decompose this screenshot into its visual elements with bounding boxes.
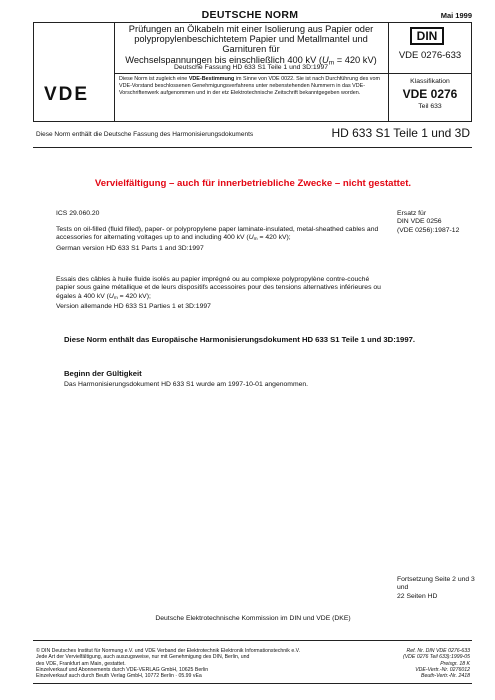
footer-reference bbox=[380, 648, 470, 679]
hd-label: Diese Norm enthält die Deutsche Fassung des Harmonisierungsdokuments bbox=[36, 131, 254, 138]
header-date: Mai 1999 bbox=[440, 11, 472, 20]
frame-right-rule bbox=[471, 22, 472, 121]
footer-right-line: (VDE 0276 Teil 633):1999-05 bbox=[402, 654, 470, 661]
french-title bbox=[56, 276, 386, 312]
header-title: DEUTSCHE NORM bbox=[201, 9, 299, 21]
ersatz-block bbox=[397, 210, 477, 235]
ersatz-line-3: (VDE 0256):1987-12 bbox=[397, 226, 460, 234]
title-line-1: Prüfungen an Ölkabeln mit einer Isolierung aus Papier oder bbox=[128, 24, 374, 34]
footer-right-line: Ref. Nr. DIN VDE 0276-633 bbox=[406, 648, 470, 654]
title-line-2: polypropylenbeschichtetem Papier und Metallmantel und Garnituren für bbox=[134, 34, 368, 55]
um-subscript: m bbox=[328, 59, 335, 67]
footer-right-line: Beuth-Vertr.-Nr. 2418 bbox=[420, 673, 470, 680]
french-title-post: = 420 kV); bbox=[117, 292, 151, 300]
french-version: Version allemande HD 633 S1 Parties 1 et 3D:1997 bbox=[56, 303, 211, 311]
copy-warning: Vervielfältigung – auch für innerbetriebliche Zwecke – nicht gestattet. bbox=[94, 178, 412, 189]
kommission: Deutsche Elektrotechnische Kommission im DIN und VDE (DKE) bbox=[155, 615, 351, 622]
din-logo: DIN bbox=[410, 27, 444, 45]
document-subtitle: Deutsche Fassung HD 633 S1 Teile 1 und 3D:1997 bbox=[173, 64, 329, 71]
klassifikation-number: VDE 0276 bbox=[402, 87, 458, 101]
french-um-symbol: U bbox=[108, 292, 114, 300]
english-version: German version HD 633 S1 Parts 1 and 3D:1997 bbox=[56, 245, 204, 252]
vde-statement-bold: VDE-Bestimmung bbox=[188, 76, 235, 82]
hd-bottom-rule bbox=[33, 147, 472, 148]
klassifikation-teil: Teil 633 bbox=[418, 103, 442, 110]
footer-left-line: © DIN Deutsches Institut für Normung e.V. und VDE Verband der Elektrotechnik Elektronik Informationstechnik e.V. bbox=[36, 648, 301, 654]
french-um-subscript: m bbox=[113, 296, 118, 301]
frame-top-rule bbox=[33, 22, 472, 23]
klassifikation-label: Klassifikation bbox=[410, 78, 450, 85]
beginn-heading: Beginn der Gültigkeit bbox=[64, 369, 142, 378]
beginn-text: Das Harmonisierungsdokument HD 633 S1 wurde am 1997-10-01 angenommen. bbox=[64, 381, 309, 388]
header-bottom-rule bbox=[33, 121, 472, 122]
vde-statement bbox=[119, 76, 387, 96]
frame-bottom-rule bbox=[33, 683, 472, 684]
footer-copyright bbox=[36, 648, 366, 679]
ersatz-line-1: Ersatz für bbox=[397, 210, 427, 217]
din-number: VDE 0276-633 bbox=[398, 50, 462, 61]
english-title-post: = 420 kV); bbox=[257, 234, 291, 242]
vde-logo: VDE bbox=[44, 84, 90, 105]
hd-number: HD 633 S1 Teile 1 und 3D bbox=[331, 126, 470, 140]
continuation-note bbox=[397, 576, 477, 601]
ics-code: ICS 29.060.20 bbox=[56, 210, 100, 217]
footer-right-line: Preisgr. 18 K bbox=[440, 660, 470, 667]
footer-left-line: Jede Art der Vervielfältigung, auch auszugsweise, nur mit Genehmigung des DIN, Berlin, und bbox=[36, 654, 250, 661]
english-title bbox=[56, 226, 386, 253]
title-left-rule bbox=[114, 22, 115, 121]
title-right-rule bbox=[388, 22, 389, 121]
footer-left-line: Einzelverkauf und Abonnements durch VDE-VERLAG GmbH, 10625 Berlin bbox=[36, 666, 209, 673]
document-title bbox=[118, 24, 384, 68]
footer-top-rule bbox=[33, 640, 472, 641]
title-line-3-text: Wechselspannungen bis einschließlich 400 kV ( bbox=[125, 54, 322, 65]
footer-left-line: des VDE, Frankfurt am Main, gestattet. bbox=[36, 660, 126, 667]
english-um-subscript: m bbox=[253, 237, 258, 243]
footer-right-line: VDE-Vertr.-Nr. 0276012 bbox=[415, 666, 470, 673]
frame-left-rule bbox=[33, 22, 34, 121]
euro-harmonization-statement: Diese Norm enthält das Europäische Harmonisierungsdokument HD 633 S1 Teile 1 und 3D:1997. bbox=[64, 335, 416, 344]
title-bottom-rule bbox=[114, 73, 472, 74]
vde-statement-post: im Sinne von VDE 0022. Sie ist nach Durchführung des vom VDE-Vorstand beschlossenen Genehmigungsverfahrens unter nebenstehenden Nummern in das VDE-Vorschriftenwerk aufgenommen und in der etz Elektrotechnische Zeitschrift bekanntgegeben worden. bbox=[119, 76, 380, 96]
um-symbol: U bbox=[321, 54, 329, 65]
vde-statement-pre: Diese Norm ist zugleich eine bbox=[119, 76, 189, 82]
french-title-pre: Essais des câbles à huile fluide isolés au papier imprégné ou au complexe polypropylène contre-couché papier sous gaine métallique et de leurs dispositifs accessoires pour des tensions alternatives inférieures ou égales à 400 kV ( bbox=[56, 276, 381, 300]
continuation-line-2: 22 Seiten HD bbox=[397, 592, 438, 600]
english-title-pre: Tests on oil-filled (fluid filled), paper- or polypropylene paper laminate-insulated, metal-sheathed cables and accessories for alternating voltages up to and including 400 kV ( bbox=[56, 226, 379, 242]
continuation-line-1: Fortsetzung Seite 2 und 3 und bbox=[397, 576, 475, 592]
ersatz-line-2: DIN VDE 0256 bbox=[397, 218, 442, 226]
english-um-symbol: U bbox=[248, 234, 254, 242]
um-value: = 420 kV) bbox=[334, 54, 377, 65]
footer-left-line: Einzelverkauf auch durch Beuth Verlag GmbH, 10772 Berlin · 05.99 vEa bbox=[36, 673, 202, 680]
